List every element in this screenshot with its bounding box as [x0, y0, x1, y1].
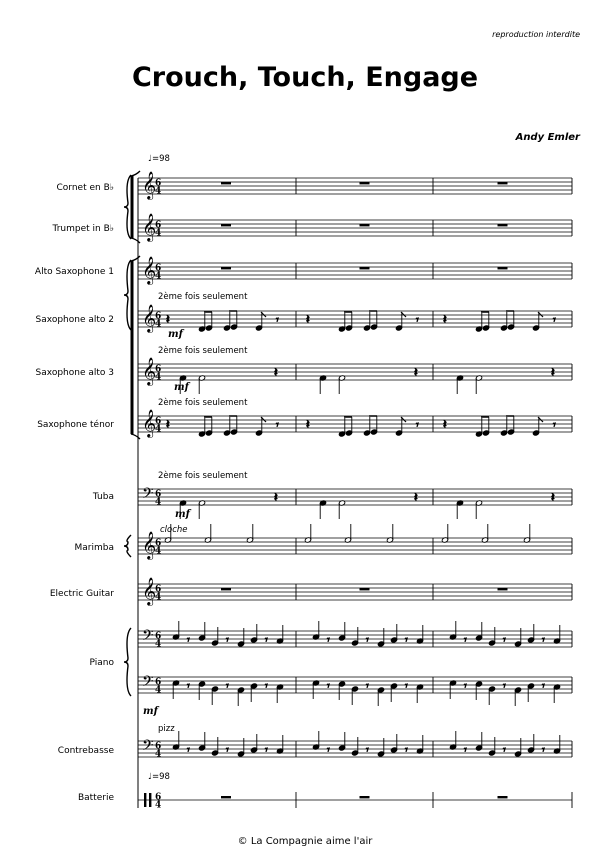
time-signature-numerator: 6: [155, 792, 162, 803]
dynamic-mf-sax3: mf: [174, 382, 189, 393]
whole-measure-rest: [360, 796, 370, 798]
time-signature-denominator: 4: [155, 685, 162, 696]
whole-measure-rest: [221, 267, 231, 269]
bracket-saxophones-bottom: [131, 434, 140, 439]
quarter-rest: 𝄽: [551, 490, 555, 504]
bracket-saxophones-top: [131, 256, 140, 261]
eighth-rest: 𝄾: [405, 681, 408, 692]
quarter-rest: 𝄽: [274, 365, 278, 379]
eighth-rest: 𝄾: [265, 635, 268, 646]
time-signature-denominator: 4: [155, 186, 162, 197]
time-signature-numerator: 6: [155, 178, 162, 189]
treble-clef-icon: 𝄞: [142, 213, 157, 241]
time-signature-numerator: 6: [155, 538, 162, 549]
time-signature-numerator: 6: [155, 263, 162, 274]
time-signature-denominator: 4: [155, 228, 162, 239]
time-signature-denominator: 4: [155, 639, 162, 650]
quarter-rest: 𝄽: [274, 490, 278, 504]
label-marimba: Marimba: [74, 543, 114, 553]
quarter-rest: 𝄽: [306, 417, 310, 431]
quarter-rest: 𝄽: [166, 312, 170, 326]
eighth-rest: 𝄾: [542, 745, 545, 756]
time-signatures: [155, 179, 161, 811]
whole-measure-rest: [498, 588, 508, 590]
eighth-rest: 𝄾: [464, 745, 467, 756]
eighth-rest: 𝄾: [187, 745, 190, 756]
eighth-rest: 𝄾: [327, 635, 330, 646]
label-piano: Piano: [89, 658, 114, 668]
label-tuba: Tuba: [92, 492, 114, 502]
time-signature-denominator: 4: [155, 546, 162, 557]
eighth-rest: 𝄾: [542, 681, 545, 692]
whole-measure-rest: [498, 224, 508, 226]
time-signature-numerator: 6: [155, 416, 162, 427]
eighth-rest: 𝄾: [327, 745, 330, 756]
time-signature-denominator: 4: [155, 749, 162, 760]
eighth-rest: 𝄾: [276, 420, 279, 431]
whole-measure-rest: [360, 224, 370, 226]
time-signature-denominator: 4: [155, 372, 162, 383]
quarter-rest: 𝄽: [443, 312, 447, 326]
bass-clef-icon: 𝄢: [142, 627, 154, 648]
bass-clef-icon: 𝄢: [142, 737, 154, 758]
dynamic-mf-sax2: mf: [168, 329, 183, 340]
whole-measure-rest: [498, 796, 508, 798]
eighth-rest: 𝄾: [405, 635, 408, 646]
eighth-rest: 𝄾: [464, 681, 467, 692]
copyright-footer: © La Compagnie aime l'air: [237, 836, 373, 847]
eighth-rest: 𝄾: [416, 315, 419, 326]
eighth-rest: 𝄾: [187, 681, 190, 692]
label-cornet: Cornet en B♭: [56, 183, 114, 193]
eighth-rest: 𝄾: [265, 681, 268, 692]
notes: [164, 311, 560, 757]
brace-brass: [124, 175, 131, 239]
tempo-mark-top: ♩=98: [148, 154, 170, 164]
eighth-rest: 𝄾: [416, 420, 419, 431]
time-signature-numerator: 6: [155, 631, 162, 642]
eighth-rest: 𝄾: [366, 635, 369, 646]
whole-measure-rest: [360, 267, 370, 269]
whole-measure-rest: [498, 182, 508, 184]
time-signature-numerator: 6: [155, 584, 162, 595]
treble-clef-icon: 𝄞: [142, 256, 157, 284]
time-signature-numerator: 6: [155, 220, 162, 231]
quarter-rest: 𝄽: [166, 417, 170, 431]
time-signature-numerator: 6: [155, 677, 162, 688]
quarter-rest: 𝄽: [551, 365, 555, 379]
time-signature-denominator: 4: [155, 424, 162, 435]
reproduction-notice: reproduction interdite: [492, 30, 580, 39]
time-signature-denominator: 4: [155, 319, 162, 330]
eighth-rest: 𝄾: [276, 315, 279, 326]
pizz-annotation: pizz: [158, 724, 175, 734]
treble-clef-icon: 𝄞: [142, 304, 157, 332]
eighth-rest: 𝄾: [464, 635, 467, 646]
percussion-clef-icon: [149, 793, 151, 807]
eighth-rest: 𝄾: [187, 635, 190, 646]
treble-clef-icon: 𝄞: [142, 357, 157, 385]
whole-measure-rest: [221, 224, 231, 226]
whole-measure-rest: [221, 588, 231, 590]
eighth-rest: 𝄾: [405, 745, 408, 756]
time-signature-denominator: 4: [155, 271, 162, 282]
treble-clef-icon: 𝄞: [142, 577, 157, 605]
staff-lines: [138, 178, 572, 800]
time-signature-denominator: 4: [155, 592, 162, 603]
time-signature-numerator: 6: [155, 741, 162, 752]
eighth-rest: 𝄾: [226, 635, 229, 646]
second-time-only-tenor: 2ème fois seulement: [158, 398, 248, 408]
label-alto-sax-1: Alto Saxophone 1: [34, 267, 114, 277]
bass-clef-icon: 𝄢: [142, 485, 154, 506]
label-sax-alto-2: Saxophone alto 2: [35, 315, 114, 325]
second-time-only-sax3: 2ème fois seulement: [158, 346, 248, 356]
tempo-mark-drums: ♩=98: [148, 772, 170, 782]
treble-clef-icon: 𝄞: [142, 171, 157, 199]
whole-measure-rest: [221, 796, 231, 798]
bracket-brass-top: [131, 171, 140, 176]
time-signature-numerator: 6: [155, 489, 162, 500]
whole-measure-rest: [360, 182, 370, 184]
label-sax-tenor: Saxophone ténor: [37, 420, 114, 430]
eighth-rest: 𝄾: [503, 681, 506, 692]
eighth-rest: 𝄾: [542, 635, 545, 646]
label-trumpet: Trumpet in B♭: [52, 224, 114, 234]
treble-clef-icon: 𝄞: [142, 531, 157, 559]
treble-clef-icon: 𝄞: [142, 409, 157, 437]
percussion-clef-icon: [144, 793, 146, 807]
eighth-rest: 𝄾: [366, 681, 369, 692]
whole-measure-rest: [221, 182, 231, 184]
label-batterie: Batterie: [77, 793, 114, 803]
score-title: Crouch, Touch, Engage: [131, 62, 479, 93]
time-signature-numerator: 6: [155, 364, 162, 375]
eighth-rest: 𝄾: [366, 745, 369, 756]
eighth-rest: 𝄾: [503, 745, 506, 756]
whole-rests: [221, 182, 508, 798]
time-signature-denominator: 4: [155, 800, 162, 811]
label-contrebasse: Contrebasse: [57, 746, 114, 756]
brace-alto: [124, 260, 131, 330]
quarter-rest: 𝄽: [414, 490, 418, 504]
eighth-rest: 𝄾: [226, 745, 229, 756]
dynamic-mf-piano: mf: [143, 706, 158, 717]
label-sax-alto-3: Saxophone alto 3: [35, 368, 114, 378]
label-guitar: Electric Guitar: [49, 589, 114, 599]
second-time-only-tuba: 2ème fois seulement: [158, 471, 248, 481]
composer-name: Andy Emler: [515, 132, 580, 143]
second-time-only-sax2: 2ème fois seulement: [158, 292, 248, 302]
whole-measure-rest: [498, 267, 508, 269]
dynamic-mf-tuba: mf: [175, 509, 190, 520]
eighth-rest: 𝄾: [503, 635, 506, 646]
brace-marimba: [124, 535, 131, 557]
time-signature-numerator: 6: [155, 311, 162, 322]
quarter-rest: 𝄽: [443, 417, 447, 431]
bass-clef-icon: 𝄢: [142, 673, 154, 694]
eighth-rest: 𝄾: [553, 315, 556, 326]
quarter-rest: 𝄽: [306, 312, 310, 326]
brace-piano: [124, 628, 131, 696]
eighth-rest: 𝄾: [226, 681, 229, 692]
quarter-rest: 𝄽: [414, 365, 418, 379]
time-signature-denominator: 4: [155, 497, 162, 508]
bracket-brass-bottom: [131, 238, 140, 243]
eighth-rest: 𝄾: [553, 420, 556, 431]
eighth-rest: 𝄾: [327, 681, 330, 692]
whole-measure-rest: [360, 588, 370, 590]
cloche-annotation: cloche: [160, 525, 188, 535]
eighth-rest: 𝄾: [265, 745, 268, 756]
